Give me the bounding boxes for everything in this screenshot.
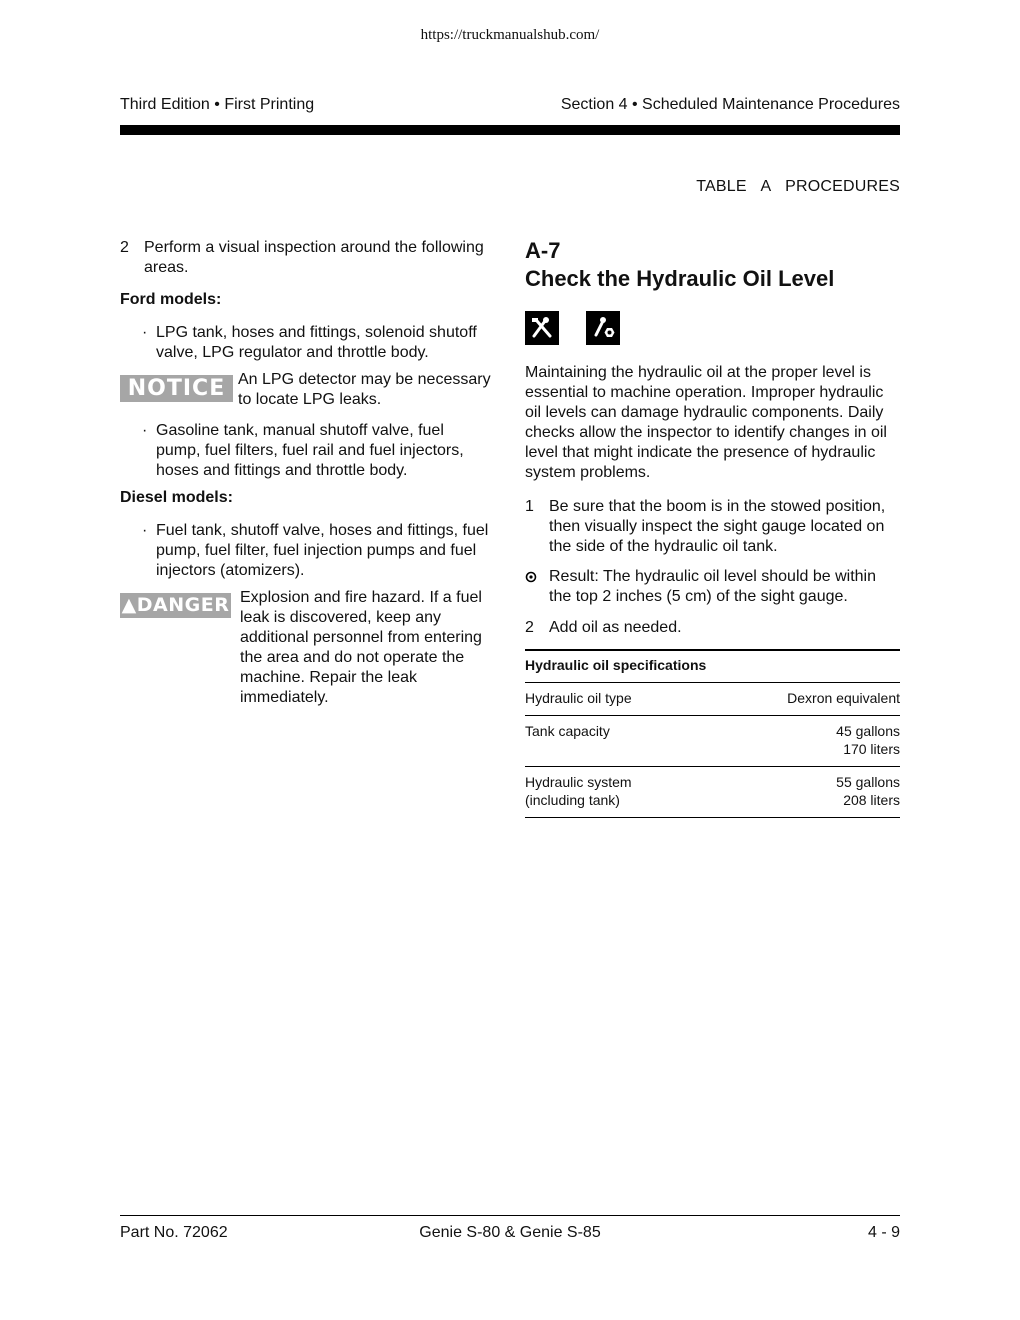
footer-part-number: Part No. 72062 bbox=[120, 1224, 228, 1241]
ford-models-heading: Ford models: bbox=[120, 291, 222, 308]
spec-value-gallons: 45 gallons bbox=[836, 723, 900, 739]
bullet-text: LPG tank, hoses and fittings, solenoid shutoff valve, LPG regulator and throttle body. bbox=[156, 324, 477, 361]
header-edition: Third Edition • First Printing bbox=[120, 96, 315, 113]
header-rule bbox=[120, 125, 900, 135]
source-url: https://truckmanualshub.com/ bbox=[420, 27, 600, 43]
step-text: Be sure that the boom is in the stowed position, then visually inspect the sight gauge located on the side of the hydraulic oil tank. bbox=[549, 498, 886, 555]
diesel-models-heading: Diesel models: bbox=[120, 489, 233, 506]
footer-rule bbox=[120, 1215, 900, 1216]
spec-value-gallons: 55 gallons bbox=[836, 774, 900, 790]
spec-label-line2: (including tank) bbox=[525, 792, 620, 808]
procedure-title: Check the Hydraulic Oil Level bbox=[525, 266, 835, 291]
result-line bbox=[525, 567, 900, 607]
procedure-code: A-7 bbox=[525, 238, 561, 263]
left-column bbox=[120, 238, 492, 278]
hydraulic-spec-table bbox=[525, 649, 900, 818]
step-2-add-oil bbox=[525, 618, 900, 638]
notice-badge: NOTICE bbox=[120, 375, 233, 402]
wrench-nut-icon bbox=[586, 311, 620, 345]
table-row bbox=[525, 683, 900, 716]
table-row bbox=[525, 767, 900, 818]
bullet-dot: · bbox=[142, 522, 148, 539]
step-number: 2 bbox=[525, 619, 534, 636]
warning-triangle-icon: ▲ bbox=[121, 594, 137, 616]
spec-label: Tank capacity bbox=[525, 716, 707, 767]
intro-paragraph: Maintaining the hydraulic oil at the proper level is essential to machine operation. Improper hydraulic oil levels can damage hydraulic components. Daily checks allow the inspector to identify changes in oil level that might indicate the presence of hydraulic system problems. bbox=[525, 364, 887, 481]
danger-text: Explosion and fire hazard. If a fuel leak is discovered, keep any additional personnel from entering the area and do not operate the machine. Repair the leak immediately. bbox=[240, 589, 482, 706]
spec-value-liters: 208 liters bbox=[843, 792, 900, 808]
bullet-dot: · bbox=[142, 324, 148, 341]
table-row bbox=[525, 716, 900, 767]
notice-text: An LPG detector may be necessary to locate LPG leaks. bbox=[238, 371, 491, 408]
danger-badge bbox=[120, 593, 231, 618]
spec-value-liters: 170 liters bbox=[843, 741, 900, 757]
spec-value bbox=[707, 716, 900, 767]
bullet-dot: · bbox=[142, 422, 148, 439]
header-section: Section 4 • Scheduled Maintenance Procedures bbox=[560, 96, 900, 113]
step-number: 2 bbox=[120, 239, 129, 256]
spec-value: Dexron equivalent bbox=[707, 683, 900, 716]
footer-model: Genie S-80 & Genie S-85 bbox=[419, 1224, 601, 1241]
spec-label-line1: Hydraulic system bbox=[525, 774, 632, 790]
spec-label bbox=[525, 767, 707, 818]
spec-value bbox=[707, 767, 900, 818]
footer-page-number: 4 - 9 bbox=[867, 1224, 900, 1241]
tools-icon bbox=[525, 311, 559, 345]
result-text: Result: The hydraulic oil level should be within the top 2 inches (5 cm) of the sight gauge. bbox=[549, 568, 876, 605]
step-1-boom bbox=[525, 497, 900, 557]
ford-bullet-gasoline bbox=[120, 421, 492, 481]
step-text: Perform a visual inspection around the following areas. bbox=[144, 239, 484, 276]
spec-table-title: Hydraulic oil specifications bbox=[525, 650, 900, 683]
step-2-inspection bbox=[120, 238, 492, 278]
ford-bullet-lpg bbox=[120, 323, 492, 363]
diesel-bullet-fuel bbox=[120, 521, 492, 581]
step-text: Add oil as needed. bbox=[549, 619, 682, 636]
section-tab: TABLE A PROCEDURES bbox=[696, 178, 900, 195]
bullet-text: Fuel tank, shutoff valve, hoses and fittings, fuel pump, fuel filter, fuel injection pumps and fuel injectors (atomizers). bbox=[156, 522, 489, 579]
step-number: 1 bbox=[525, 498, 534, 515]
spec-label: Hydraulic oil type bbox=[525, 683, 707, 716]
result-target-icon bbox=[525, 569, 537, 589]
bullet-text: Gasoline tank, manual shutoff valve, fuel pump, fuel filters, fuel rail and fuel injectors, hoses and fittings and throttle body. bbox=[156, 422, 464, 479]
spec-table-wrapper bbox=[525, 649, 900, 818]
danger-label: DANGER bbox=[136, 594, 230, 616]
